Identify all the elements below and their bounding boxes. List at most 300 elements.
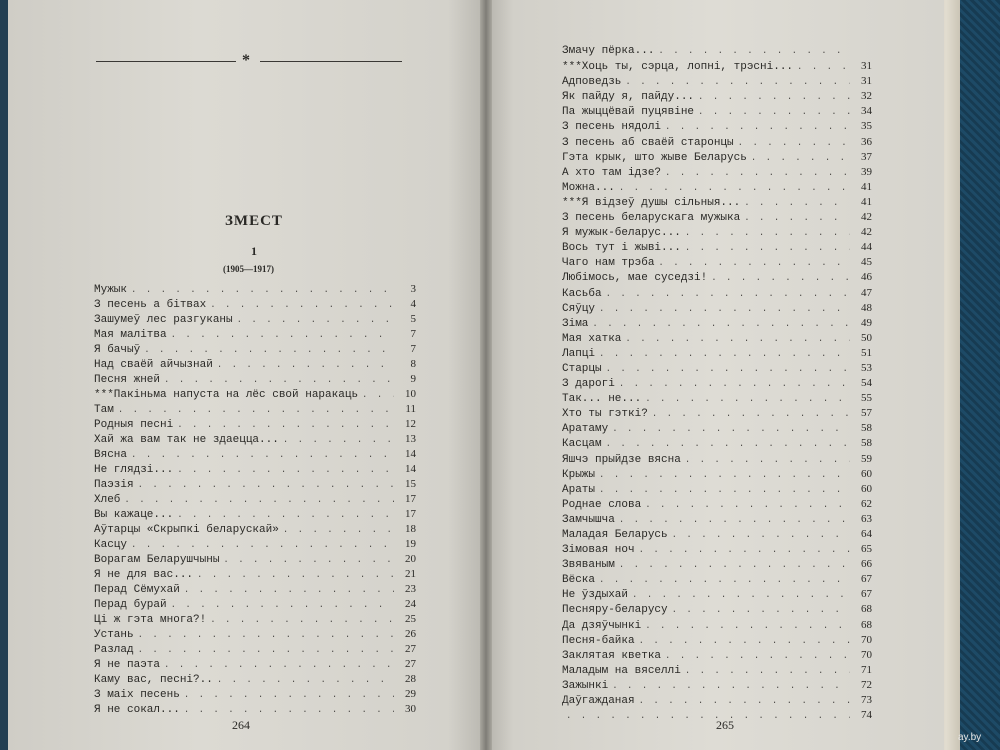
toc-leader-dots [698,105,850,120]
toc-entry-page: 66 [861,558,872,571]
toc-leader-dots [177,418,394,433]
toc-entry [562,195,872,210]
toc-entry-title: Да дзяўчынкі [562,619,642,632]
toc-entry [562,119,872,134]
toc-leader-dots [283,523,394,538]
toc-entry [562,421,872,436]
toc-entry [562,406,872,421]
toc-entry-title: А хто там ідзе? [562,166,662,179]
toc-entry-page: 11 [405,403,416,415]
toc-entry [562,316,872,331]
ornament-star: * [242,52,250,69]
toc-entry-page: 30 [405,703,416,715]
toc-entry-title: Аратаму [562,423,609,436]
toc-entry-title: Каму вас, песні?.. [94,674,213,686]
toc-leader-dots [645,498,850,513]
toc-entry [562,512,872,527]
toc-entry-page: 29 [405,688,416,700]
toc-entry-title: Мая малітва [94,329,167,341]
toc-leader-dots [685,241,850,256]
toc-leader-dots [184,703,394,718]
toc-leader-dots [639,694,850,709]
toc-entry [562,678,872,693]
toc-leader-dots [131,448,394,463]
toc-entry-title: Аўтарцы «Скрыпкі беларускай» [94,524,279,536]
toc-leader-dots [599,573,850,588]
toc-entry-page: 24 [405,598,416,610]
toc-entry-page: 27 [405,643,416,655]
toc-entry-page: 13 [405,433,416,445]
toc-leader-dots [665,166,850,181]
toc-entry-page: 68 [861,603,872,616]
toc-entry-page: 7 [410,343,416,355]
toc-leader-dots [362,388,394,403]
toc-entry-title: Так... не... [562,393,642,406]
toc-entry-title: Зажынкі [562,679,609,692]
book-gutter [480,0,492,750]
toc-leader-dots [606,287,850,302]
toc-leader-dots [164,658,394,673]
toc-entry-page: 42 [861,226,872,239]
toc-entry [94,507,416,522]
toc-leader-dots [639,543,850,558]
toc-entry-title: Песня жней [94,374,161,386]
toc-leader-dots [599,302,850,317]
toc-entry-page: 55 [861,392,872,405]
toc-entry-title: Па жыццёвай пуцявіне [562,106,695,119]
toc-leader-dots [797,60,850,75]
toc-entry-title: Хай жа вам так не здаецца... [94,434,279,446]
ornament-line-right [260,61,402,62]
toc-entry-page: 26 [405,628,416,640]
toc-leader-dots [210,613,394,628]
page-number-right: 265 [716,718,734,732]
toc-leader-dots [744,196,850,211]
toc-leader-dots [217,673,394,688]
toc-entry-page: 58 [861,422,872,435]
toc-entry-title: З дарогі [562,378,615,391]
toc-entry [562,436,872,451]
toc-leader-dots [612,422,850,437]
toc-entry [94,687,416,702]
toc-entry-title: Хто ты гэткі? [562,408,648,421]
toc-leader-dots [118,403,394,418]
toc-entry-title: Змачу пёрка... [562,45,655,57]
toc-entry-page: 57 [861,407,872,420]
toc-leader-dots [711,271,850,286]
toc-leader-dots [177,508,394,523]
toc-entry [562,89,872,104]
toc-entry-title: Касцам [562,438,602,451]
toc-entry-page: 45 [861,256,872,269]
toc-entry [94,552,416,567]
toc-entry-title: Звяваным [562,559,615,572]
toc-leader-dots [217,358,394,373]
toc-entry-title: ***Я відзеў душы сільныя... [562,196,741,209]
toc-entry-title: Паэзія [94,479,134,491]
toc-list-left [94,282,416,717]
toc-entry [94,282,416,297]
toc-entry [94,597,416,612]
toc-entry-title: Там [94,404,114,416]
toc-leader-dots [171,598,394,613]
toc-entry-title: Не глядзі... [94,464,174,476]
toc-entry-page: 14 [405,463,416,475]
toc-entry [562,663,872,678]
toc-entry-page: 60 [861,467,872,480]
toc-entry [562,527,872,542]
toc-entry-title: Устань [94,629,134,641]
toc-entry-page: 60 [861,482,872,495]
toc-entry-title: Я мужык-беларус... [562,227,681,240]
toc-leader-dots [685,453,850,468]
toc-entry-page: 8 [410,358,416,370]
toc-entry-page: 25 [405,613,416,625]
toc-entry-title: Заклятая кветка [562,649,662,662]
toc-entry-title: Не ўздыхай [562,589,629,602]
toc-entry-page: 14 [405,448,416,460]
toc-entry-title: Я не паэта [94,659,161,671]
toc-entry-page: 68 [861,618,872,631]
toc-entry-page: 47 [861,286,872,299]
toc-entry [94,567,416,582]
toc-entry-title: Вясна [94,449,128,461]
toc-entry-page: 17 [405,508,416,520]
toc-entry [562,618,872,633]
section-period: (1905—1917) [223,264,274,274]
toc-entry [562,376,872,391]
watermark: ay.by [958,732,982,743]
toc-entry-page: 73 [861,694,872,707]
toc-entry-title: З песень беларускага мужыка [562,212,741,225]
toc-leader-dots [665,120,850,135]
toc-entry [562,210,872,225]
toc-entry [562,135,872,150]
toc-entry [562,602,872,617]
toc-entry-title: З песень аб сваёй старонцы [562,136,734,149]
toc-entry [94,327,416,342]
toc-entry-title: Замчышча [562,513,615,526]
toc-entry [562,346,872,361]
toc-entry-page: 5 [410,313,416,325]
toc-entry [94,432,416,447]
toc-entry [562,180,872,195]
toc-entry-title: Роднае слова [562,498,642,511]
page-number-left: 264 [232,718,250,732]
toc-entry-page: 67 [861,588,872,601]
toc-entry [94,627,416,642]
toc-entry [94,372,416,387]
toc-entry [94,582,416,597]
toc-entry-title: Чаго нам трэба [562,257,655,270]
toc-leader-dots [658,256,850,271]
toc-entry-title: Родныя песні [94,419,174,431]
toc-leader-dots [672,603,850,618]
toc-entry-page: 72 [861,678,872,691]
toc-leader-dots [672,528,850,543]
toc-entry [562,301,872,316]
toc-leader-dots [138,643,394,658]
toc-entry-title: Як пайду я, пайду... [562,91,695,104]
toc-leader-dots [599,468,850,483]
toc-entry-title: Касьба [562,287,602,300]
toc-leader-dots [184,583,394,598]
toc-entry-page: 63 [861,512,872,525]
toc-entry-page: 64 [861,528,872,540]
toc-entry-page: 10 [405,388,416,400]
contents-heading: ЗМЕСТ [225,213,283,229]
toc-entry-title: Вось тут і жыві... [562,242,681,255]
toc-entry-page: 58 [861,437,872,450]
toc-entry-title: Крыжы [562,468,596,481]
toc-entry [562,557,872,572]
toc-entry-page: 34 [861,105,872,118]
toc-leader-dots [184,688,394,703]
toc-entry-page: 41 [861,180,872,193]
toc-entry-page: 19 [405,538,416,550]
toc-entry [562,497,872,512]
toc-entry [562,74,872,89]
toc-leader-dots [645,619,850,634]
toc-entry-title: ***Хоць ты, сэрца, лопні, трэсні... [562,61,794,74]
toc-entry-page: 39 [861,165,872,178]
toc-entry [562,482,872,497]
toc-entry-title: Хлеб [94,494,121,506]
toc-entry-title: Лапці [562,347,596,360]
toc-entry-page: 50 [861,331,872,344]
toc-entry-title: Можна... [562,181,615,194]
toc-entry-title: Я бачыў [94,344,141,356]
toc-leader-dots [138,628,394,643]
toc-leader-dots [685,664,850,679]
toc-entry [94,417,416,432]
toc-entry [94,672,416,687]
toc-leader-dots [744,211,850,226]
toc-entry [562,633,872,648]
toc-entry [94,477,416,492]
toc-leader-dots [625,332,850,347]
toc-entry-page: 70 [861,648,872,661]
toc-entry-title: Зіма [562,317,589,330]
toc-leader-dots [197,568,394,583]
toc-leader-dots [751,151,850,166]
toc-leader-dots [566,709,850,724]
toc-leader-dots [592,317,850,332]
toc-entry-page: 7 [410,328,416,340]
toc-entry-title: З песень нядолі [562,121,662,134]
toc-entry-title: Адповедзь [562,76,622,89]
toc-entry-page: 23 [405,583,416,595]
toc-entry-title: Маладая Беларусь [562,529,668,541]
toc-entry [562,59,872,74]
toc-entry-page: 49 [861,316,872,329]
toc-entry-title: Яшчэ прыйдзе вясна [562,453,681,466]
toc-leader-dots [639,634,850,649]
toc-entry-title: Ворагам Беларушчыны [94,554,220,566]
toc-leader-dots [698,90,850,105]
toc-entry-title: Зашумеў лес разгуканы [94,314,233,326]
toc-entry-page: 31 [861,75,872,88]
toc-entry [562,225,872,240]
toc-leader-dots [131,283,394,298]
toc-entry [94,297,416,312]
section-number: 1 [251,244,257,258]
toc-leader-dots [625,75,850,90]
toc-leader-dots [210,298,394,313]
toc-entry-title: Перад бурай [94,599,167,611]
toc-leader-dots [237,313,394,328]
toc-entry-title: Вёска [562,574,596,587]
toc-leader-dots [124,493,394,508]
toc-leader-dots [283,433,394,448]
toc-entry-page: 31 [861,60,872,73]
toc-entry [562,240,872,255]
toc-entry [94,342,416,357]
toc-entry [562,150,872,165]
toc-entry [562,361,872,376]
toc-entry [94,642,416,657]
toc-entry [562,693,872,708]
toc-leader-dots [606,437,850,452]
toc-entry-title: Даўгажданая [562,695,635,708]
toc-entry-page: 9 [410,373,416,385]
toc-leader-dots [177,463,394,478]
toc-entry-page: 54 [861,377,872,390]
toc-entry [562,270,872,285]
toc-entry [562,587,872,602]
toc-entry [562,391,872,406]
toc-entry [562,648,872,663]
toc-entry [562,286,872,301]
toc-entry-page: 18 [405,523,416,535]
toc-entry-page: 42 [861,211,872,224]
toc-leader-dots [685,226,850,241]
toc-entry-page: 65 [861,543,872,556]
toc-entry-title: Любімось, мае суседзі! [562,272,708,285]
toc-entry-page: 12 [405,418,416,430]
toc-leader-dots [164,373,394,388]
toc-entry-page: 20 [405,553,416,565]
toc-entry [94,447,416,462]
backdrop-fabric [960,0,1000,750]
toc-entry-title: Вы кажаце... [94,509,174,521]
toc-entry-page: 32 [861,90,872,103]
toc-entry-page: 71 [861,663,872,676]
toc-entry [94,387,416,402]
toc-entry-page: 17 [405,493,416,505]
toc-entry [562,104,872,119]
toc-entry-page: 44 [861,241,872,254]
toc-entry-page: 36 [861,135,872,148]
toc-leader-dots [658,44,850,59]
toc-leader-dots [612,679,850,694]
toc-leader-dots [619,377,850,392]
toc-leader-dots [619,558,850,573]
toc-entry [94,312,416,327]
toc-entry-title: Мужык [94,284,128,296]
toc-entry [562,467,872,482]
toc-entry-page: 28 [405,673,416,685]
toc-leader-dots [652,407,850,422]
toc-entry-title: Араты [562,483,596,496]
toc-entry-page: 46 [861,271,872,284]
toc-entry [562,255,872,270]
header-ornament [96,52,402,69]
toc-entry-title: Гэта крык, што жыве Беларусь [562,151,747,164]
toc-entry-page: 70 [861,633,872,646]
toc-entry-page: 53 [861,361,872,374]
toc-entry [562,165,872,180]
toc-entry [94,702,416,717]
toc-leader-dots [599,347,850,362]
toc-leader-dots [171,328,394,343]
toc-entry-title: Мая хатка [562,332,622,345]
toc-entry-page: 3 [410,283,416,295]
toc-entry-title: З маіх песень [94,689,180,701]
toc-entry [562,542,872,557]
toc-entry-title: ***Пакіньма напуста на лёс свой наракаць [94,389,359,401]
toc-entry-page: 74 [861,709,872,722]
toc-entry-title: Касцу [94,539,128,551]
toc-entry-page: 15 [405,478,416,490]
toc-entry-page: 41 [861,195,872,208]
toc-entry-title: З песень а бітвах [94,299,207,311]
toc-entry-title: Сяўцу [562,302,596,315]
toc-entry-title: Ці ж гэта многа?! [94,614,207,626]
ornament-line-left [96,61,236,62]
toc-entry [94,522,416,537]
toc-entry [562,44,872,59]
toc-entry-title: Песня-байка [562,634,635,647]
toc-entry-title: Песняру-беларусу [562,604,668,617]
toc-list-right [562,44,872,723]
toc-entry-title: Я не сокал... [94,704,180,716]
toc-entry-title: Я не для вас... [94,569,194,581]
toc-leader-dots [632,588,850,603]
toc-entry [94,462,416,477]
toc-entry-title: Маладым на вяселлі [562,664,681,677]
toc-leader-dots [619,513,850,528]
toc-entry-page: 21 [405,568,416,580]
toc-entry-page: 67 [861,573,872,586]
toc-entry [94,657,416,672]
toc-entry-page: 37 [861,150,872,163]
toc-leader-dots [738,136,850,151]
toc-entry-page: 35 [861,120,872,133]
toc-leader-dots [144,343,394,358]
toc-entry-title: Старцы [562,362,602,375]
toc-leader-dots [223,553,394,568]
toc-entry [562,572,872,587]
toc-entry-page: 27 [405,658,416,670]
toc-leader-dots [606,362,850,377]
toc-entry-title: Разлад [94,644,134,656]
toc-entry [94,537,416,552]
toc-entry-page: 51 [861,346,872,359]
toc-entry-title: Зімовая ноч [562,544,635,557]
toc-entry-page: 59 [861,452,872,465]
toc-entry-page: 62 [861,497,872,510]
toc-leader-dots [131,538,394,553]
toc-leader-dots [619,181,850,196]
toc-entry-page: 48 [861,301,872,314]
toc-entry-title: Над сваёй айчызнай [94,359,213,371]
toc-leader-dots [138,478,394,493]
toc-entry [562,452,872,467]
toc-entry [94,357,416,372]
toc-entry [94,402,416,417]
toc-entry [94,612,416,627]
